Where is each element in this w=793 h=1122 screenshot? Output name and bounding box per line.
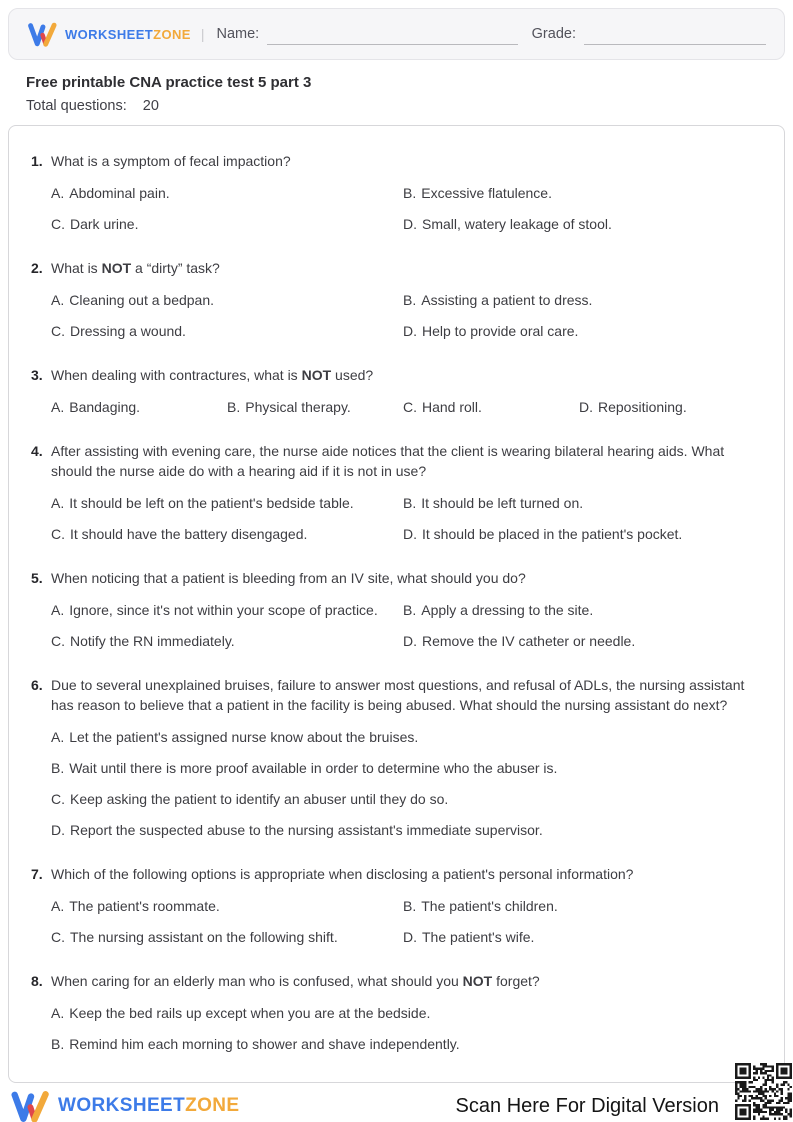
- option-text: Abdominal pain.: [69, 185, 170, 201]
- question: [31, 258, 756, 341]
- option: [51, 896, 403, 916]
- options: [51, 1003, 756, 1054]
- question-text: Due to several unexplained bruises, failure to answer most questions, and refusal of ADLs, the nursing assistant has reason to believe that a patient in the facility is being abused. What should the nursing assistant do next?: [51, 677, 745, 713]
- option: [403, 397, 579, 417]
- option: [403, 927, 756, 947]
- option: [403, 290, 756, 310]
- question-text: After assisting with evening care, the nurse aide notices that the client is wearing bilateral hearing aids. What should the nurse aide do with a hearing aid if it is not in use?: [51, 443, 725, 479]
- question: [31, 675, 756, 840]
- option-label: B.: [227, 399, 241, 415]
- question: [31, 971, 756, 1054]
- option-label: C.: [51, 633, 65, 649]
- option-label: B.: [51, 1036, 65, 1052]
- question-text: Which of the following options is appropriate when disclosing a patient's personal information?: [51, 866, 634, 882]
- question: [31, 441, 756, 544]
- options: [51, 600, 756, 651]
- question-number: 8.: [31, 973, 43, 989]
- total-questions-value: 20: [142, 98, 159, 114]
- question-number: 7.: [31, 866, 43, 882]
- grade-label: Grade:: [531, 26, 576, 42]
- option: [51, 493, 403, 513]
- option-label: C.: [51, 323, 65, 339]
- option-label: A.: [51, 399, 65, 415]
- question-text: When noticing that a patient is bleeding from an IV site, what should you do?: [51, 570, 526, 586]
- option-text: Notify the RN immediately.: [70, 633, 235, 649]
- option: [51, 183, 403, 203]
- question: [31, 864, 756, 947]
- option: [51, 758, 756, 778]
- option-label: B.: [403, 898, 417, 914]
- question-number: 1.: [31, 153, 43, 169]
- option: [227, 397, 403, 417]
- total-questions: [26, 98, 785, 114]
- name-write-line: [267, 28, 517, 45]
- option-label: C.: [51, 929, 65, 945]
- option-label: D.: [403, 526, 417, 542]
- option-label: A.: [51, 729, 65, 745]
- option-label: B.: [403, 495, 417, 511]
- option: [403, 493, 756, 513]
- option-text: The nursing assistant on the following shift.: [70, 929, 338, 945]
- option-label: D.: [579, 399, 593, 415]
- option-label: A.: [51, 185, 65, 201]
- option-text: Cleaning out a bedpan.: [69, 292, 215, 308]
- option-text: Hand roll.: [422, 399, 482, 415]
- option-text: Remove the IV catheter or needle.: [422, 633, 636, 649]
- option-text: Dressing a wound.: [70, 323, 186, 339]
- option-text: Remind him each morning to shower and shave independently.: [69, 1036, 460, 1052]
- header-bar: [8, 8, 785, 60]
- question: [31, 151, 756, 234]
- option-label: D.: [403, 633, 417, 649]
- option: [403, 321, 756, 341]
- option-text: It should be left on the patient's bedside table.: [69, 495, 354, 511]
- option-text: It should be placed in the patient's pocket.: [422, 526, 683, 542]
- option: [51, 927, 403, 947]
- question-text: What is NOT a “dirty” task?: [51, 260, 220, 276]
- qr-code-icon: [735, 1063, 792, 1120]
- option-text: Ignore, since it's not within your scope of practice.: [69, 602, 378, 618]
- option-text: The patient's wife.: [422, 929, 535, 945]
- option: [51, 631, 403, 651]
- option-text: Assisting a patient to dress.: [421, 292, 593, 308]
- question: [31, 365, 756, 417]
- option-label: A.: [51, 1005, 65, 1021]
- question-number: 4.: [31, 443, 43, 459]
- question-text: When caring for an elderly man who is confused, what should you NOT forget?: [51, 973, 540, 989]
- option: [579, 397, 755, 417]
- option-label: D.: [403, 216, 417, 232]
- options: [51, 290, 756, 341]
- question-text: When dealing with contractures, what is NOT used?: [51, 367, 374, 383]
- options: [51, 896, 756, 947]
- option-label: D.: [403, 323, 417, 339]
- option-text: Dark urine.: [70, 216, 139, 232]
- option: [51, 290, 403, 310]
- footer-bar: [8, 1083, 785, 1122]
- worksheetzone-logo: [27, 21, 191, 48]
- grade-write-line: [584, 28, 766, 45]
- option-text: Physical therapy.: [245, 399, 351, 415]
- options: [51, 397, 756, 417]
- question: [31, 568, 756, 651]
- footer-worksheetzone-logo-icon: [10, 1089, 52, 1122]
- options: [51, 183, 756, 234]
- option: [51, 1034, 756, 1054]
- option-text: It should have the battery disengaged.: [70, 526, 308, 542]
- option: [403, 183, 756, 203]
- option: [403, 600, 756, 620]
- option-label: C.: [51, 216, 65, 232]
- option-label: A.: [51, 292, 65, 308]
- option-label: D.: [51, 822, 65, 838]
- option-text: The patient's children.: [421, 898, 558, 914]
- option: [403, 896, 756, 916]
- footer-worksheetzone-logo: [10, 1089, 240, 1122]
- options: [51, 727, 756, 840]
- option-text: Repositioning.: [598, 399, 687, 415]
- option-label: A.: [51, 898, 65, 914]
- question-number: 5.: [31, 570, 43, 586]
- option-label: A.: [51, 495, 65, 511]
- option: [403, 631, 756, 651]
- question-list: [8, 125, 785, 1083]
- option-label: C.: [51, 526, 65, 542]
- option-label: C.: [51, 791, 65, 807]
- option-text: Wait until there is more proof available in order to determine who the abuser is.: [69, 760, 558, 776]
- option-text: Let the patient's assigned nurse know about the bruises.: [69, 729, 419, 745]
- option-text: Help to provide oral care.: [422, 323, 579, 339]
- name-label: Name:: [216, 26, 260, 42]
- option-text: Small, watery leakage of stool.: [422, 216, 612, 232]
- question-number: 2.: [31, 260, 43, 276]
- option: [403, 524, 756, 544]
- option: [51, 524, 403, 544]
- worksheetzone-logo-icon: [27, 21, 59, 48]
- option-label: B.: [403, 602, 417, 618]
- option-text: Apply a dressing to the site.: [421, 602, 594, 618]
- scan-here-text: Scan Here For Digital Version: [455, 1094, 719, 1117]
- option-text: Keep the bed rails up except when you are at the bedside.: [69, 1005, 431, 1021]
- option-label: D.: [403, 929, 417, 945]
- option-text: Excessive flatulence.: [421, 185, 552, 201]
- option: [51, 820, 756, 840]
- option-text: It should be left turned on.: [421, 495, 584, 511]
- options: [51, 493, 756, 544]
- question-number: 6.: [31, 677, 43, 693]
- question-text: What is a symptom of fecal impaction?: [51, 153, 291, 169]
- option: [51, 1003, 756, 1023]
- option-label: C.: [403, 399, 417, 415]
- question-number: 3.: [31, 367, 43, 383]
- header-divider: |: [200, 26, 205, 42]
- option-text: Bandaging.: [69, 399, 141, 415]
- option: [51, 789, 756, 809]
- option-label: A.: [51, 602, 65, 618]
- total-questions-label: Total questions:: [26, 98, 127, 114]
- option-text: Report the suspected abuse to the nursing assistant's immediate supervisor.: [70, 822, 543, 838]
- brand-name: WORKSHEETZONE: [65, 26, 191, 42]
- worksheet-title: Free printable CNA practice test 5 part 3: [26, 74, 312, 91]
- footer-brand-name: WORKSHEETZONE: [58, 1095, 240, 1116]
- option: [403, 214, 756, 234]
- option: [51, 214, 403, 234]
- option: [51, 321, 403, 341]
- option-label: B.: [51, 760, 65, 776]
- option-text: Keep asking the patient to identify an abuser until they do so.: [70, 791, 449, 807]
- option-label: B.: [403, 292, 417, 308]
- option: [51, 600, 403, 620]
- option-text: The patient's roommate.: [69, 898, 220, 914]
- option: [51, 397, 227, 417]
- option: [51, 727, 756, 747]
- option-label: B.: [403, 185, 417, 201]
